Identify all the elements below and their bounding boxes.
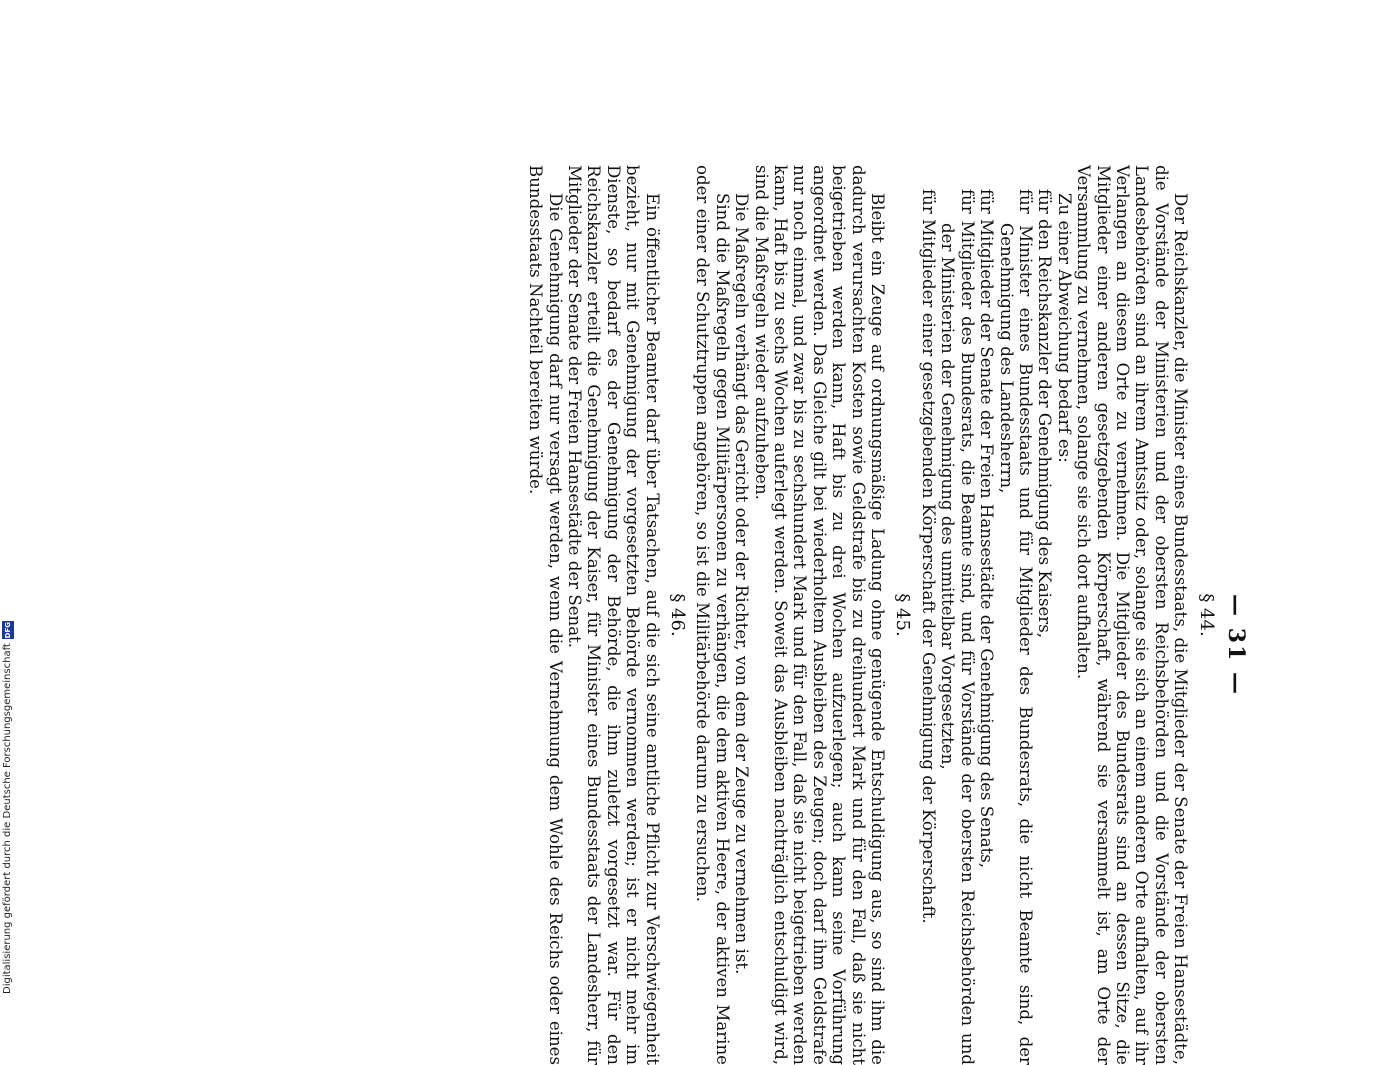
- paragraph: Zu einer Abweichung bedarf es:: [1054, 193, 1074, 463]
- paragraph: Der Reichskanzler, die Minister eines Bundesstaats, die Mitglieder der Senate der Freien Hansestädte, die Vorstände der Ministerien und der obersten Reichsbehörden und die Vorstände der obersten Landesbehörden sind an ihrem Amtssitz oder, solange sie sich an einem anderen Orte aufhalten, auf ihr Verlangen an diesem Orte zu vernehmen. Die Mitglieder des Bundesrats sind an dessen Sitze, die Mitglieder einer anderen gesetzgebenden Körperschaft, während sie versammelt ist, am Orte der Versammlung zu vernehmen, solange sie sich dort aufhalten.: [1074, 165, 1191, 1065]
- page-number: — 31 —: [1223, 594, 1249, 696]
- credit-text: Digitalisierung gefördert durch die Deutsche Forschungsgemeinschaft: [2, 643, 13, 994]
- paragraph: Sind die Maßregeln gegen Militärpersonen zu verhängen, die dem aktiven Heere, der aktiven Marine oder einer der Schutztruppen angehören, so ist die Militärbehörde darum zu ersuchen.: [693, 165, 732, 1065]
- list-item: für Minister eines Bundesstaats und für Mitglieder des Bundesrats, die nicht Beamte sind, der Genehmigung des Landesherrn,: [996, 189, 1035, 1065]
- paragraph: Die Maßregeln verhängt das Gericht oder der Richter, von dem der Zeuge zu vernehmen ist.: [732, 193, 752, 975]
- digitization-credit: [0, 0, 16, 1000]
- section-46: [526, 165, 687, 1065]
- section-heading-45: § 45.: [892, 593, 914, 637]
- section-45: [693, 165, 912, 1065]
- dfg-logo: DFG: [4, 621, 12, 639]
- paragraph: Die Genehmigung darf nur versagt werden, wenn die Vernehmung dem Wohle des Reichs oder eines Bundesstaats Nachteil bereiten würde.: [526, 165, 565, 1065]
- list-item: für Mitglieder einer gesetzgebenden Körperschaft der Genehmigung der Körperschaft.: [918, 189, 938, 924]
- paragraph: Ein öffentlicher Beamter darf über Tatsachen, auf die sich seine amtliche Pflicht zur Verschwiegenheit bezieht, nur mit Genehmigung der vorgesetzten Behörde vernommen werden; ist er nicht mehr im Dienste, so bedarf es der Genehmigung der Behörde, die ihm zuletzt vorgesetzt war. Für den Reichskanzler erteilt die Genehmigung der Kaiser, für Minister eines Bundesstaats der Landesherr, für Mitglieder der Senate der Freien Hansestädte der Senat.: [565, 165, 662, 1065]
- list-item: für den Reichskanzler der Genehmigung des Kaisers,: [1035, 189, 1055, 639]
- section-heading-46: § 46.: [667, 593, 689, 637]
- section-heading-44: § 44.: [1195, 593, 1217, 637]
- paragraph: Bleibt ein Zeuge auf ordnungsmäßige Ladung ohne genügende Entschuldigung aus, so sind ihm die dadurch verursachten Kosten sowie Geldstrafe bis zu dreihundert Mark und für den Fall, daß sie nicht beigetrieben werden kann, Haft bis zu drei Wochen aufzuerlegen; auch kann seine Vorführung angeordnet werden. Das Gleiche gilt bei wiederholtem Ausbleiben des Zeugen; doch darf ihm Geldstrafe nur noch einmal, und zwar bis zu sechshundert Mark und für den Fall, daß sie nicht beigetrieben werden kann, Haft bis zu sechs Wochen auferlegt werden. Soweit das Ausbleiben nachträglich entschuldigt wird, sind die Maßregeln wieder aufzuheben.: [751, 165, 888, 1065]
- list-item: für Mitglieder des Bundesrats, die Beamte sind, und für Vorstände der obersten Reichsbehörden und der Ministerien der Genehmigung des unmittelbar Vorgesetzten,: [938, 189, 977, 1065]
- list-item: für Mitglieder der Senate der Freien Hansestädte der Genehmigung des Senats,: [977, 189, 997, 869]
- section-44: [919, 165, 1216, 1065]
- document-page: [526, 165, 1249, 1065]
